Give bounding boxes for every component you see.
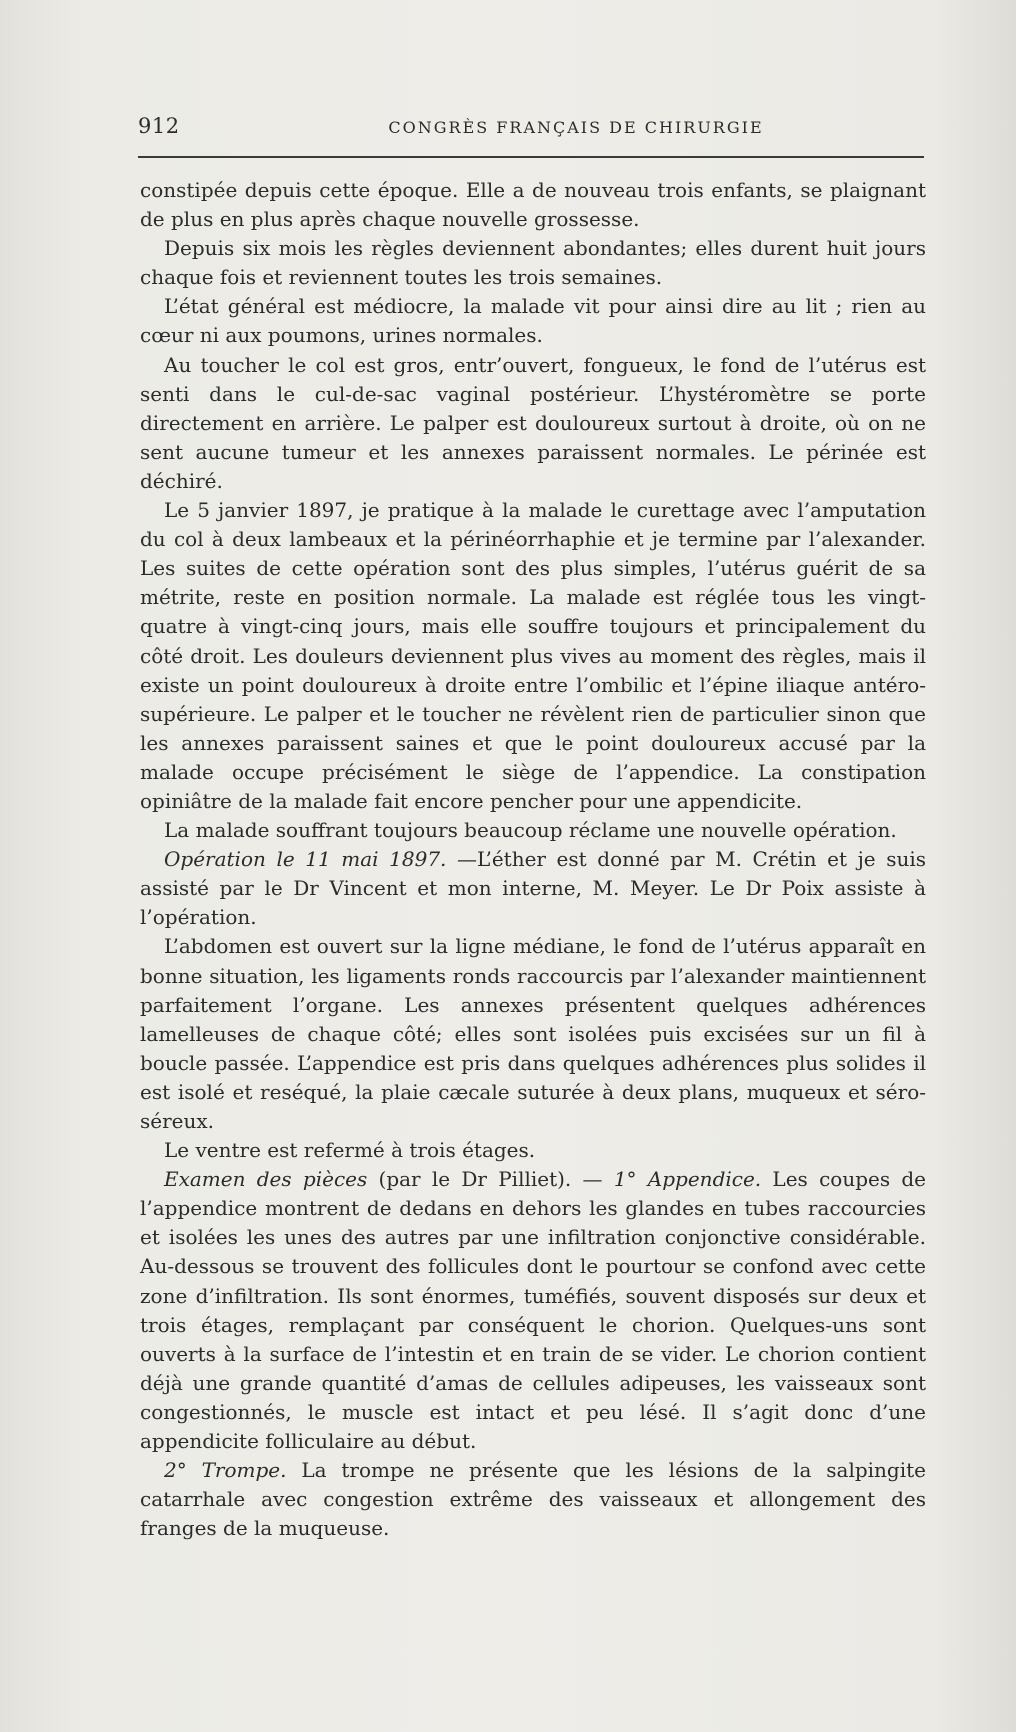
paragraph-text: (par le Dr Pilliet). —	[367, 1167, 614, 1192]
paragraph-text: Depuis six mois les règles deviennent abondantes; elles durent huit jours chaque fois et reviennent toutes les trois semaines.	[140, 236, 926, 290]
paragraph-3	[140, 292, 926, 350]
paragraph-11	[140, 1456, 926, 1543]
paragraph-text: L’abdomen est ouvert sur la ligne médiane, le fond de l’utérus apparaît en bonne situation, les ligaments ronds raccourcis par l’alexander maintiennent parfaitement l’organe. Les annexes présentent quelques adhérences lamelleuses de chaque côté; elles sont isolées puis excisées sur un fil à boucle passée. L’appendice est pris dans quelques adhérences plus solides il est isolé et reséqué, la plaie cæcale suturée à deux plans, muqueux et séro-séreux.	[140, 934, 926, 1133]
paragraph-8	[140, 932, 926, 1136]
examination-heading: Examen des pièces	[164, 1167, 368, 1192]
paragraph-text: —L’éther est donné par M. Crétin et je suis assisté par le Dr Vincent et mon interne, M. Meyer. Le Dr Poix assiste à l’opération.	[140, 847, 927, 930]
page-number: 912	[138, 114, 180, 138]
paragraph-4	[140, 351, 926, 496]
paragraph-6	[140, 816, 926, 845]
page-header	[138, 114, 924, 144]
body-text	[140, 176, 926, 1543]
paragraph-text: Le 5 janvier 1897, je pratique à la malade le curettage avec l’amputation du col à deux lambeaux et la périnéorrhaphie et je termine par l’alexander. Les suites de cette opération sont des plus simples, l’utérus guérit de sa métrite, reste en position normale. La malade est réglée tous les vingt-quatre à vingt-cinq jours, mais elle souffre toujours et principalement du côté droit. Les douleurs deviennent plus vives au moment des règles, mais il existe un point douloureux à droite entre l’ombilic et l’épine iliaque antéro-supérieure. Le palper et le toucher ne révèlent rien de particulier sinon que les annexes paraissent saines et que le point douloureux accusé par la malade occupe précisément le siège de l’appendice. La constipation opiniâtre de la malade fait encore pencher pour une appendicite.	[140, 498, 926, 813]
paragraph-9	[140, 1136, 926, 1165]
header-rule	[138, 156, 924, 158]
paragraph-5	[140, 496, 926, 816]
paragraph-2	[140, 234, 926, 292]
running-title: CONGRÈS FRANÇAIS DE CHIRURGIE	[388, 118, 764, 137]
appendix-heading: 1° Appendice.	[613, 1167, 762, 1192]
paragraph-10	[140, 1165, 926, 1456]
paragraph-text: La malade souffrant toujours beaucoup réclame une nouvelle opération.	[164, 818, 897, 843]
paragraph-text: Les coupes de l’appendice montrent de dedans en dehors les glandes en tubes raccourcies et isolées les unes des autres par une infiltration conjonctive considérable. Au-dessous se trouvent des follicules dont le pourtour se confond avec cette zone d’infiltration. Ils sont énormes, tuméfiés, souvent disposés sur deux et trois étages, remplaçant par conséquent le chorion. Quelques-uns sont ouverts à la surface de l’intestin et en train de se vider. Le chorion contient déjà une grande quantité d’amas de cellules adipeuses, les vaisseaux sont congestionnés, le muscle est intact et peu lésé. Il s’agit donc d’une appendicite folliculaire au début.	[140, 1167, 927, 1454]
operation-heading: Opération le 11 mai 1897.	[164, 847, 447, 872]
paragraph-text: L’état général est médiocre, la malade vit pour ainsi dire au lit ; rien au cœur ni aux poumons, urines normales.	[140, 294, 926, 348]
tube-heading: 2° Trompe.	[164, 1458, 287, 1483]
paragraph-text: La trompe ne présente que les lésions de la salpingite catarrhale avec congestion extrême des vaisseaux et allongement des franges de la muqueuse.	[140, 1458, 926, 1541]
paragraph-text: Le ventre est refermé à trois étages.	[164, 1138, 536, 1163]
paragraph-1	[140, 176, 926, 234]
paragraph-text: Au toucher le col est gros, entr’ouvert, fongueux, le fond de l’utérus est senti dans le cul-de-sac vaginal postérieur. L’hystéromètre se porte directement en arrière. Le palper est douloureux surtout à droite, où on ne sent aucune tumeur et les annexes paraissent normales. Le périnée est déchiré.	[140, 352, 926, 493]
paragraph-text: constipée depuis cette époque. Elle a de nouveau trois enfants, se plaignant de plus en plus après chaque nouvelle grossesse.	[140, 178, 926, 232]
paragraph-7	[140, 845, 926, 932]
